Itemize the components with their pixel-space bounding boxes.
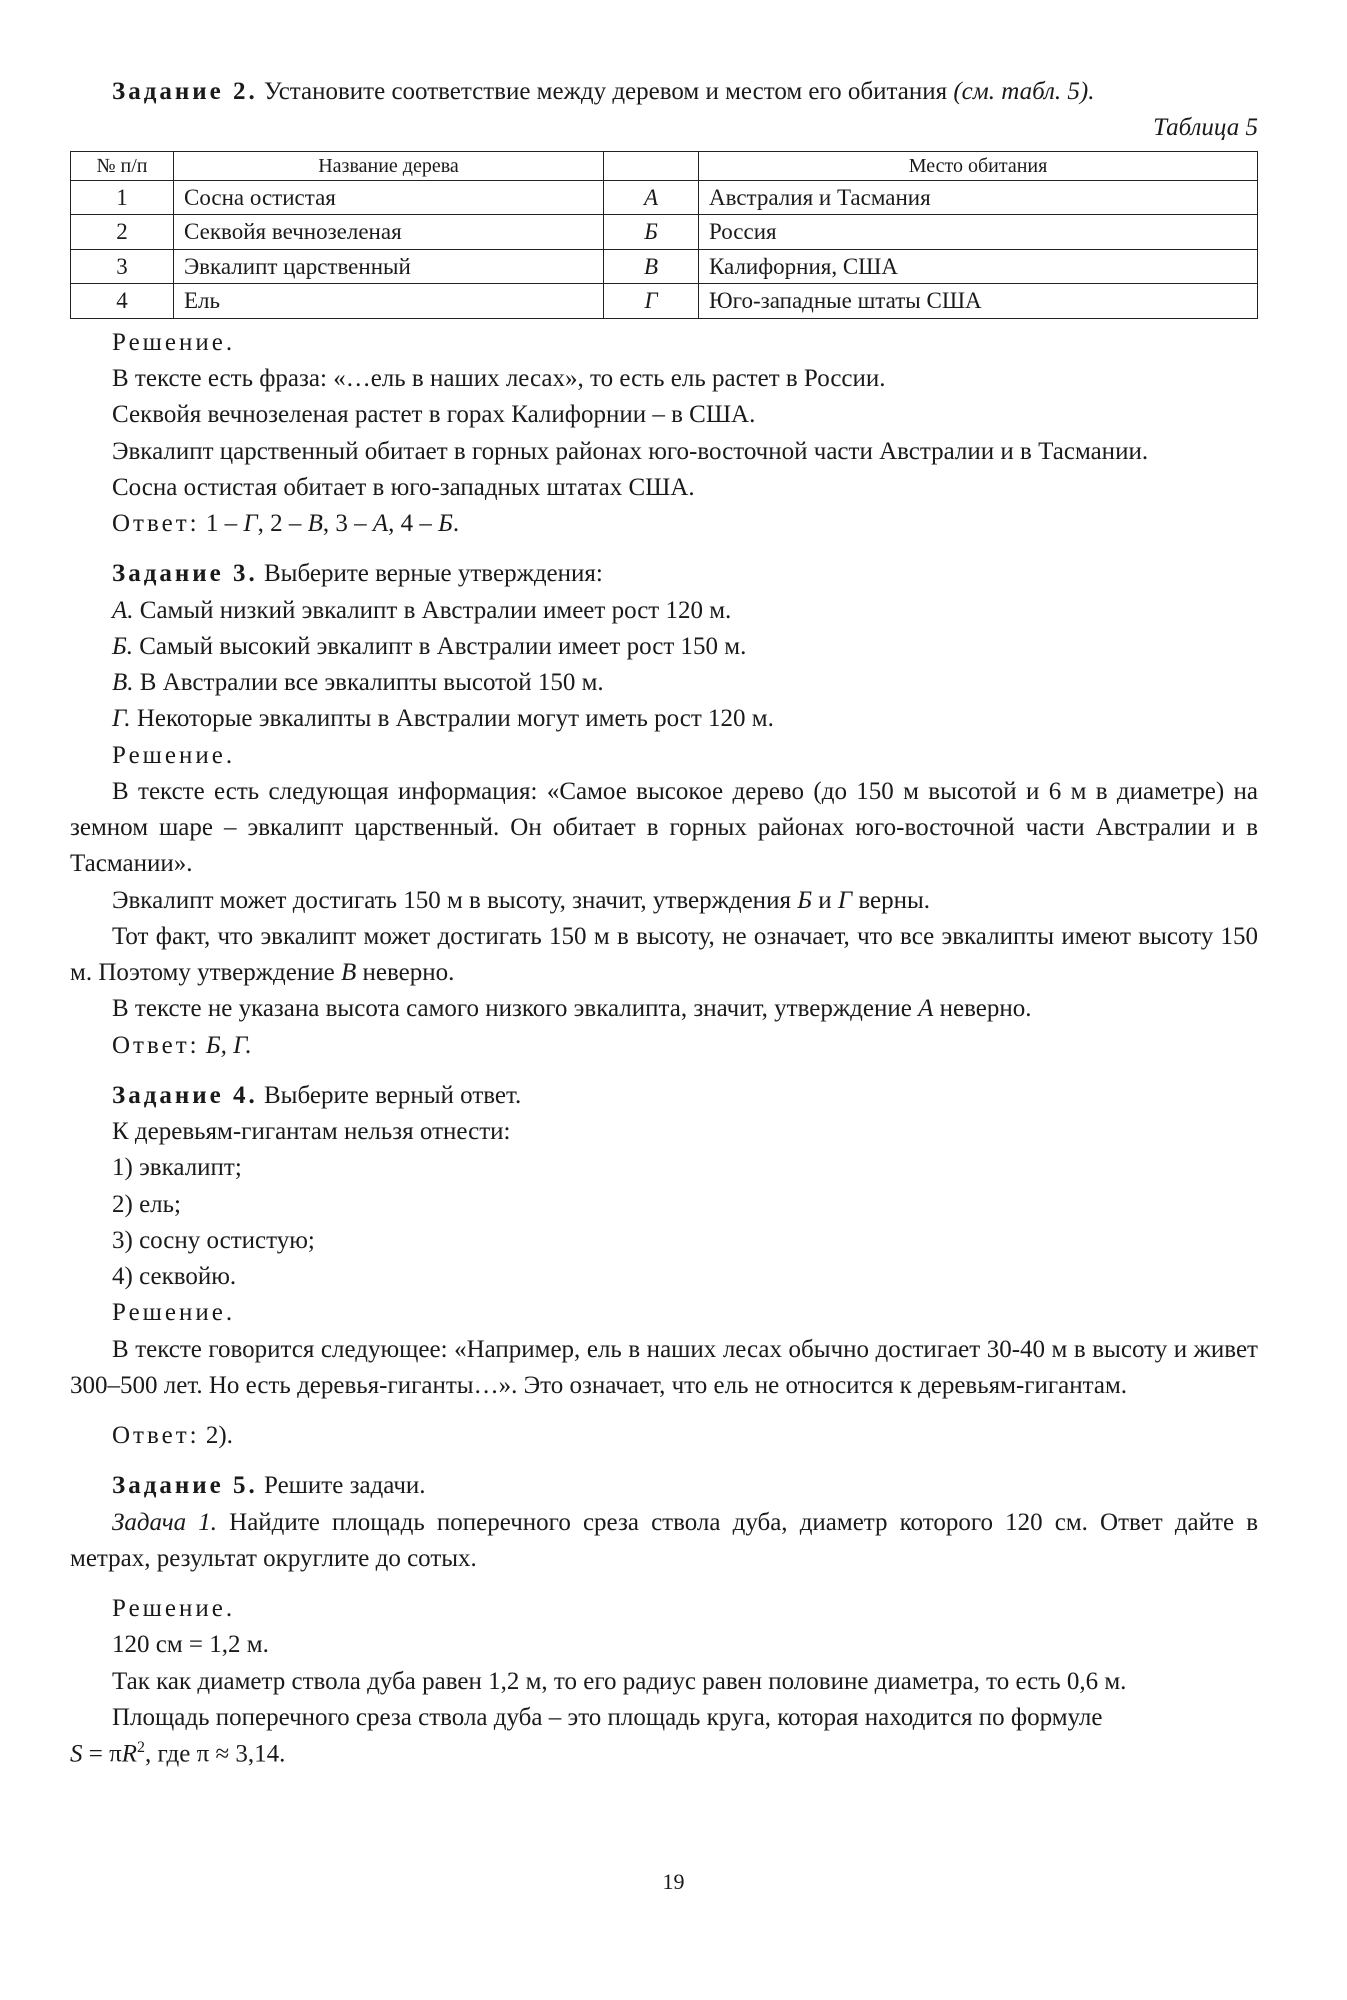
task3-text: Выберите верные утверждения: [257,560,603,588]
text-part: В тексте не указана высота самого низкого эвкалипта, значит, утверждение [112,995,919,1023]
task3-solution-paragraph [70,883,1258,919]
task3-heading [70,556,1258,592]
table-cell: Ель [174,284,604,319]
answer-label: Ответ: [112,1422,200,1450]
formula-part: = π [82,1740,122,1768]
task5-text: Решите задачи. [257,1472,426,1500]
task4-option: 2) ель; [112,1190,181,1218]
option-text: В Австралии все эвкалипты высотой 150 м. [133,669,604,697]
answer-part: , 2 – [257,510,308,538]
text-part: верны. [852,886,931,914]
task2-solution-line: Секвойя вечнозеленая растет в горах Калифорнии – в США. [112,401,756,429]
task5-solution-line: Так как диаметр ствола дуба равен 1,2 м, то его радиус равен половине диаметра, то есть 0,6 м. [112,1667,1127,1695]
answer-part: Г [243,510,258,538]
formula-part: R [121,1740,138,1768]
page-number: 19 [662,1869,685,1894]
task2-heading [70,74,1258,110]
table-cell: Юго-западные штаты США [699,284,1258,319]
area-formula [70,1736,1258,1773]
answer-part: 1 – [199,510,244,538]
task5-problem [70,1505,1258,1578]
table-header [604,151,699,180]
option-text: Некоторые эвкалипты в Австралии могут иметь рост 120 м. [130,705,774,733]
task3-option [70,701,1258,737]
answer-part: Б [438,510,453,538]
task3-option [70,629,1258,665]
task5-heading [70,1468,1258,1504]
text-part: В [340,959,357,987]
answer-value: 2). [199,1422,233,1450]
table-cell: Сосна остистая [174,180,604,215]
option-letter: В. [112,669,134,697]
task4-option: 3) сосну остистую; [112,1226,315,1254]
task4-solution-label: Решение. [112,1299,236,1327]
task2-ref: (см. табл. 5). [953,78,1095,105]
option-text: Самый низкий эвкалипт в Австралии имеет рост 120 м. [133,596,732,624]
task3-option [70,665,1258,701]
table-cell: 3 [71,249,174,284]
table-cell: В [604,249,699,284]
task3-solution-label: Решение. [112,741,236,769]
answer-label: Ответ: [112,510,200,538]
task2-solution-line: Сосна остистая обитает в юго-западных штатах США. [112,473,695,501]
table-cell: Россия [699,215,1258,250]
formula-part: S [70,1740,83,1768]
answer-part: , 3 – [322,510,373,538]
option-letter: Б. [112,632,133,660]
table-header: Название дерева [174,151,604,180]
table-header: № п/п [71,151,174,180]
answer-part: А [372,510,389,538]
text-part: Б [797,886,812,914]
table-caption: Таблица 5 [1153,114,1258,142]
table-cell: Секвойя вечнозеленая [174,215,604,250]
text-part: Тот факт, что эвкалипт может достигать 150 м в высоту, не означает, что все эвкалипты имеют высоту 150 м. Поэтому утверждение [70,922,1258,987]
text-part: Эвкалипт может достигать 150 м в высоту, значит, утверждения [112,886,798,914]
table-cell: Г [604,284,699,319]
table-cell: Калифорния, США [699,249,1258,284]
task2-solution-label: Решение. [112,328,236,356]
table-cell: Б [604,215,699,250]
task2-label: Задание 2. [112,78,258,105]
table-row [71,215,1258,250]
task4-solution-paragraph: В тексте говорится следующее: «Например, ель в наших лесах обычно достигает 30-40 м в высоту и живет 300–500 лет. Но есть деревья-гиганты…». Это означает, что ель не относится к деревьям-гигантам. [70,1335,1258,1399]
task5-label: Задание 5. [112,1472,258,1500]
text-part: и [811,886,838,914]
answer-label: Ответ: [112,1031,200,1059]
option-letter: А. [112,596,134,624]
answer-part: , 4 – [388,510,439,538]
task2-solution-line: В тексте есть фраза: «…ель в наших лесах», то есть ель растет в России. [112,365,886,393]
task2-solution-line: Эвкалипт царственный обитает в горных районах юго-восточной части Австралии и в Тасмании. [112,437,1149,465]
task4-option: 4) секвойю. [112,1263,237,1291]
task5-solution-line: 120 см = 1,2 м. [112,1631,269,1659]
problem-label: Задача 1. [112,1508,218,1536]
task3-solution-paragraph [70,919,1258,992]
task3-option [70,593,1258,629]
formula-part: , где π ≈ 3,14. [145,1740,286,1768]
task3-label: Задание 3. [112,560,258,588]
page-content [70,74,1258,1773]
table-row [71,284,1258,319]
task3-solution-paragraph [70,991,1258,1027]
task5-solution-line: Площадь поперечного среза ствола дуба – это площадь круга, которая находится по формуле [112,1703,1103,1731]
task4-question: К деревьям-гигантам нельзя отнести: [112,1118,511,1146]
table-cell: 4 [71,284,174,319]
table-cell: Австралия и Тасмания [699,180,1258,215]
task3-answer [70,1028,1258,1064]
table-header-row [71,151,1258,180]
task4-text: Выберите верный ответ. [257,1081,522,1109]
text-part: Г [837,886,853,914]
task4-answer [70,1418,1258,1454]
text-part: А [918,995,934,1023]
option-text: Самый высокий эвкалипт в Австралии имеет рост 150 м. [133,632,747,660]
answer-value: Б, Г. [199,1031,252,1059]
table-cell: 1 [71,180,174,215]
task2-answer [70,506,1258,542]
table-header: Место обитания [699,151,1258,180]
option-letter: Г. [112,705,131,733]
answer-part: . [452,510,460,538]
task3-solution-paragraph: В тексте есть следующая информация: «Самое высокое дерево (до 150 м высотой и 6 м в диаметре) на земном шаре – эвкалипт царственный. Он обитает в горных районах юго-восточной части Австралии и в Тасмании». [70,777,1258,878]
task2-text: Установите соответствие между деревом и местом его обитания [257,78,954,105]
text-part: неверно. [933,995,1032,1023]
task4-option: 1) эвкалипт; [112,1154,242,1182]
table-cell: А [604,180,699,215]
task4-heading [70,1078,1258,1114]
formula-part: 2 [137,1739,146,1757]
problem-text: Найдите площадь поперечного среза ствола дуба, диаметр которого 120 см. Ответ дайте в метрах, результат округлите до сотых. [70,1508,1258,1572]
table-cell: 2 [71,215,174,250]
table-cell: Эвкалипт царственный [174,249,604,284]
task5-solution-label: Решение. [112,1595,236,1623]
table-row [71,249,1258,284]
task4-label: Задание 4. [112,1081,258,1109]
text-part: неверно. [356,959,455,987]
answer-part: В [307,510,323,538]
match-table [70,151,1258,319]
table-row [71,180,1258,215]
